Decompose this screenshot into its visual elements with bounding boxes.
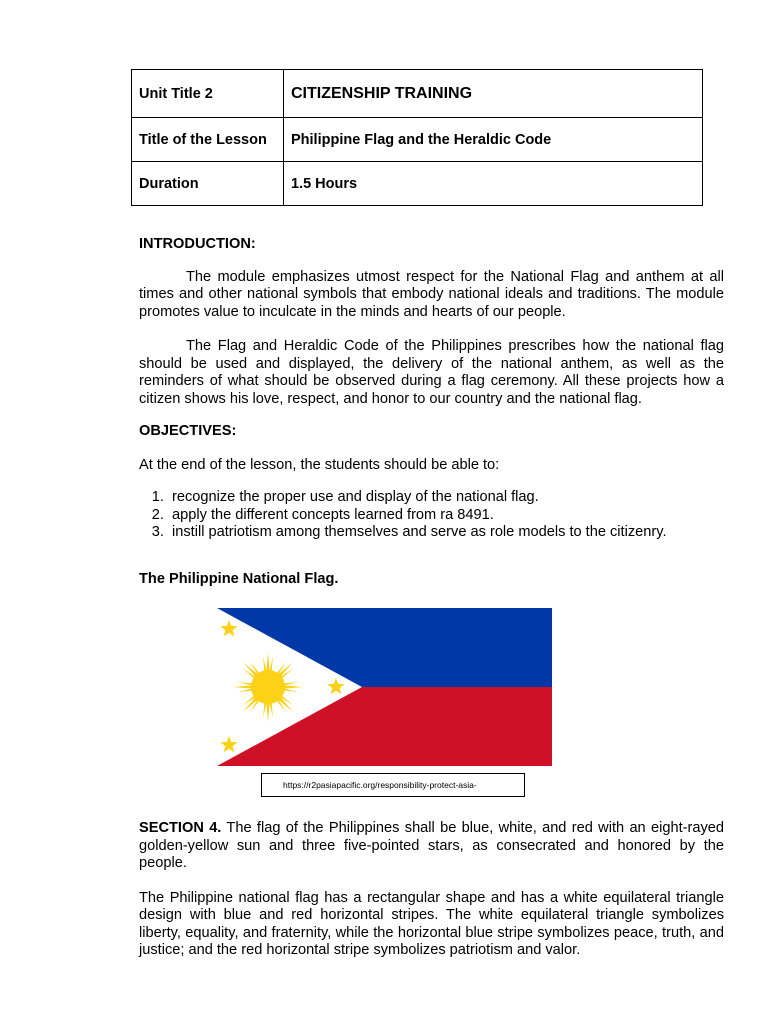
section4-paragraph [139, 820, 724, 873]
section4-text: The flag of the Philippines shall be blue, white, and red with an eight-rayed golden-yellow sun and three five-pointed stars, as consecrated and honored by the people. [139, 820, 725, 871]
list-item: 1. recognize the proper use and display of the national flag. [168, 489, 724, 507]
flag-description-paragraph: The Philippine national flag has a rectangular shape and has a white equilateral triangle design with blue and red horizontal stripes. The white equilateral triangle symbolizes liberty, equality, and fraternity, while the horizontal blue stripe symbolizes peace, truth, and justice; and the red horizontal stripe symbolizes patriotism and valor. [139, 889, 724, 958]
flag-section-heading: The Philippine National Flag. [139, 570, 339, 587]
section4-label: SECTION 4. [139, 820, 222, 836]
objectives-intro: At the end of the lesson, the students should be able to: [139, 456, 500, 473]
flag-svg [217, 608, 552, 766]
unit-title-value: CITIZENSHIP TRAINING [284, 70, 703, 118]
philippine-flag-image [217, 608, 552, 766]
objectives-list [139, 489, 724, 542]
intro-paragraph: The module emphasizes utmost respect for the National Flag and anthem at all times and other national symbols that embody national ideals and traditions. The module promotes value to inculcate in the minds and hearts of our people. [139, 268, 724, 320]
table-row [132, 162, 703, 206]
table-row [132, 70, 703, 118]
unit-title-label: Unit Title 2 [132, 70, 284, 118]
lesson-title-label: Title of the Lesson [132, 118, 284, 162]
image-source-caption: https://r2pasiapacific.org/responsibility-protect-asia- [261, 773, 525, 797]
intro-paragraph: The Flag and Heraldic Code of the Philippines prescribes how the national flag should be used and displayed, the delivery of the national anthem, as well as the reminders of what should be observed during a flag ceremony. All these projects how a citizen shows his love, respect, and honor to our country and the national flag. [139, 338, 724, 407]
lesson-title-value: Philippine Flag and the Heraldic Code [284, 118, 703, 162]
lesson-info-table [131, 69, 703, 206]
introduction-heading: INTRODUCTION: [139, 236, 256, 252]
table-row [132, 118, 703, 162]
list-item: 2. apply the different concepts learned from ra 8491. [168, 507, 724, 525]
objectives-heading: OBJECTIVES: [139, 423, 237, 439]
list-item: 3. instill patriotism among themselves and serve as role models to the citizenry. [168, 524, 724, 542]
bottom-content [139, 820, 724, 960]
duration-value: 1.5 Hours [284, 162, 703, 206]
main-content [139, 236, 724, 588]
duration-label: Duration [132, 162, 284, 206]
sun-icon [233, 652, 303, 722]
